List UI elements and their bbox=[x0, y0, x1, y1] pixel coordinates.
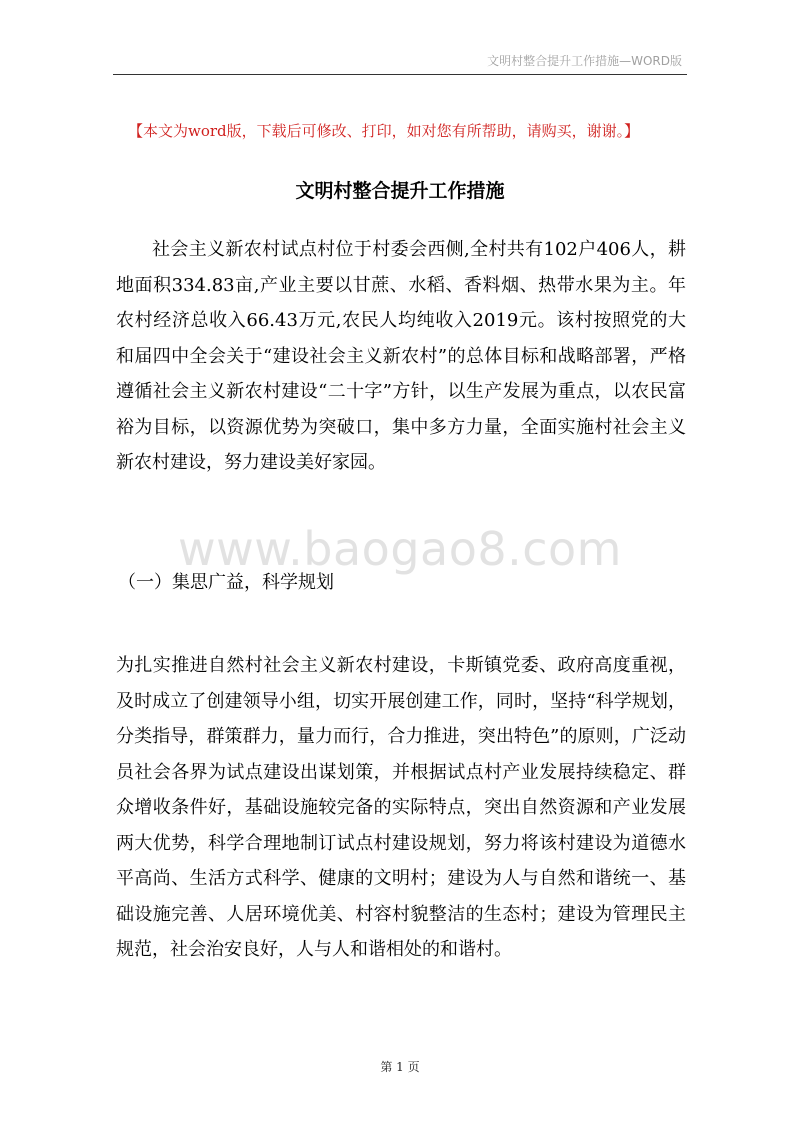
watermark: www.baogao8.com bbox=[178, 522, 622, 576]
body-paragraph-2: 为扎实推进自然村社会主义新农村建设，卡斯镇党委、政府高度重视，及时成立了创建领导小组，切实开展创建工作，同时，坚持“科学规划，分类指导，群策群力，量力而行，合力推进，突出特色”的原则，广泛动员社会各界为试点建设出谋划策，并根据试点村产业发展持续稳定、群众增收条件好，基础设施较完备的实际特点，突出自然资源和产业发展两大优势，科学合理地制订试点村建设规划，努力将该村建设为道德水平高尚、生活方式科学、健康的文明村；建设为人与自然和谐统一、基础设施完善、人居环境优美、村容村貌整洁的生态村；建设为管理民主规范，社会治安良好，人与人和谐相处的和谐村。 bbox=[116, 655, 686, 960]
header-divider bbox=[113, 74, 687, 75]
body-paragraph-1: 社会主义新农村试点村位于村委会西侧,全村共有102户406人，耕地面积334.83亩,产业主要以甘蔗、水稻、香料烟、热带水果为主。年农村经济总收入66.43万元,农民人均纯收入2019元。该村按照党的大和届四中全会关于“建设社会主义新农村”的总体目标和战略部署，严格遵循社会主义新农村建设“二十字”方针，以生产发展为重点，以农民富裕为目标，以资源优势为突破口，集中多方力量，全面实施村社会主义新农村建设，努力建设美好家园。 bbox=[116, 239, 686, 473]
section-heading: （一）集思广益，科学规划 bbox=[118, 572, 334, 593]
document-title: 文明村整合提升工作措施 bbox=[295, 180, 505, 202]
page-number: 第 1 页 bbox=[380, 1060, 420, 1074]
running-header: 文明村整合提升工作措施—WORD版 bbox=[487, 54, 682, 68]
purchase-notice: 【本文为word版，下载后可修改、打印，如对您有所帮助，请购买，谢谢。】 bbox=[128, 122, 640, 140]
